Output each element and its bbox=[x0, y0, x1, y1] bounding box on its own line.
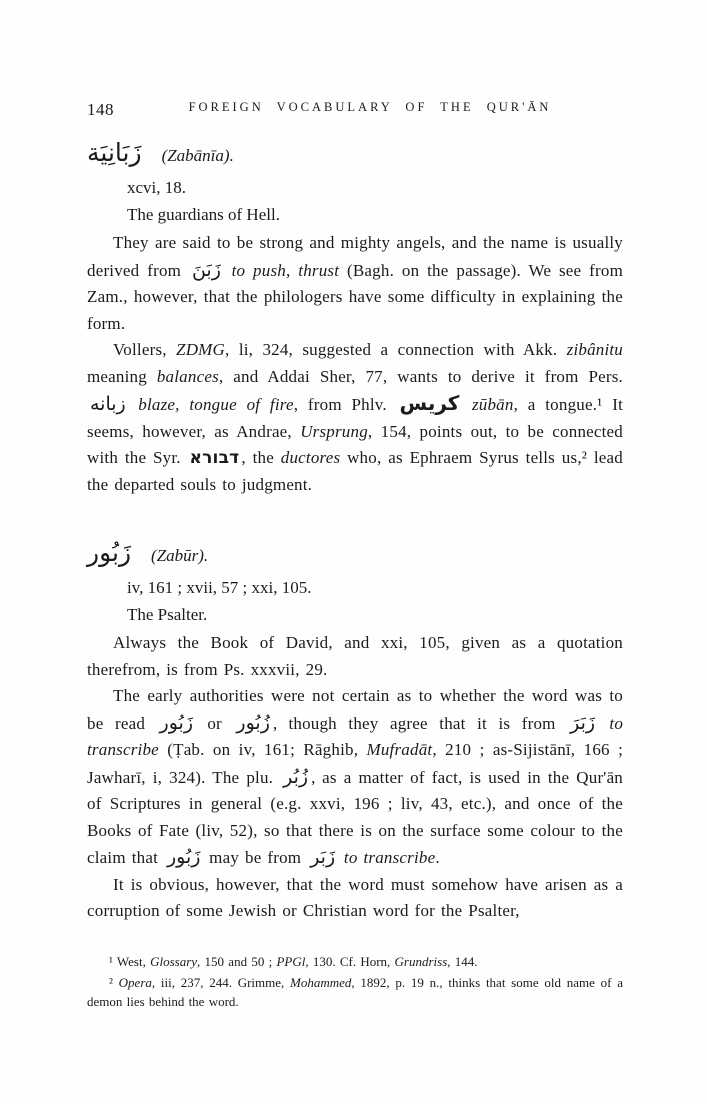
page-number: 148 bbox=[87, 100, 114, 119]
page-header bbox=[87, 100, 623, 122]
headword-arabic: زَبَانِيَة bbox=[87, 138, 142, 167]
paragraph: They are said to be strong and mighty angels, and the name is usually derived from زَبَنَ to push, thrust (Bagh. on the passage). We see from Zam., however, that the philologers have some difficulty in explaining the form. bbox=[87, 233, 624, 333]
entry-zabur bbox=[87, 536, 623, 925]
paragraph: It is obvious, however, that the word must somehow have arisen as a corruption of some Jewish or Christian word for the Psalter, bbox=[87, 874, 623, 920]
paragraph: The early authorities were not certain as to whether the word was to be read زَبُور or زُبُور , though they agree that it is from زَبَرَ to transcribe (Ṭab. on iv, 161; Rāghib, Mufradāt, 210 ; as-Sijistānī, 166 ; Jawharī, i, 324). The plu. زُبُر , as a matter of fact, is used in the Qur'ān of Scriptures in general (e.g. xxvi, 196 ; liv, 43, etc.), and once of the Books of Fate (liv, 52), so that there is on the surface some colour to the claim that زَبُور may be from زَبَر to transcribe. bbox=[87, 686, 624, 868]
footnote-1: ¹ West, Glossary, 150 and 50 ; PPGl, 130. Cf. Horn, Grundriss, 144. bbox=[109, 953, 478, 969]
headword-line bbox=[87, 136, 623, 170]
paragraph: Vollers, ZDMG, li, 324, suggested a connection with Akk. zibânitu meaning balances, and Addai Sher, 77, wants to derive it from Pers. زبانه blaze, tongue of fire, from Phlv. كريس zūbān, a tongue.¹ It seems, however, as Andrae, Ursprung, 154, points out, to be connected with the Syr. דבורא , the ductores who, as Ephraem Syrus tells us,² lead the departed souls to judgment. bbox=[87, 340, 624, 494]
footnote-2: ² Opera, iii, 237, 244. Grimme, Mohammed, 1892, p. 19 n., thinks that some old name of a demon lies behind the word. bbox=[87, 975, 623, 1009]
verse-reference: iv, 161 ; xvii, 57 ; xxi, 105. bbox=[127, 578, 312, 597]
headword-transliteration: (Zabūr). bbox=[151, 546, 209, 565]
headword-transliteration: (Zabānīa). bbox=[161, 146, 234, 165]
footnotes bbox=[87, 953, 623, 1012]
running-title: FOREIGN VOCABULARY OF THE QUR'ĀN bbox=[188, 100, 552, 114]
headword-arabic: زَبُور bbox=[87, 538, 132, 567]
verse-reference: xcvi, 18. bbox=[127, 178, 187, 197]
gloss: The guardians of Hell. bbox=[127, 205, 280, 224]
gloss: The Psalter. bbox=[127, 605, 208, 624]
entry-zabania bbox=[87, 136, 623, 498]
paragraph: Always the Book of David, and xxi, 105, given as a quotation therefrom, is from Ps. xxxvii, 29. bbox=[87, 633, 623, 679]
headword-line bbox=[87, 536, 623, 570]
